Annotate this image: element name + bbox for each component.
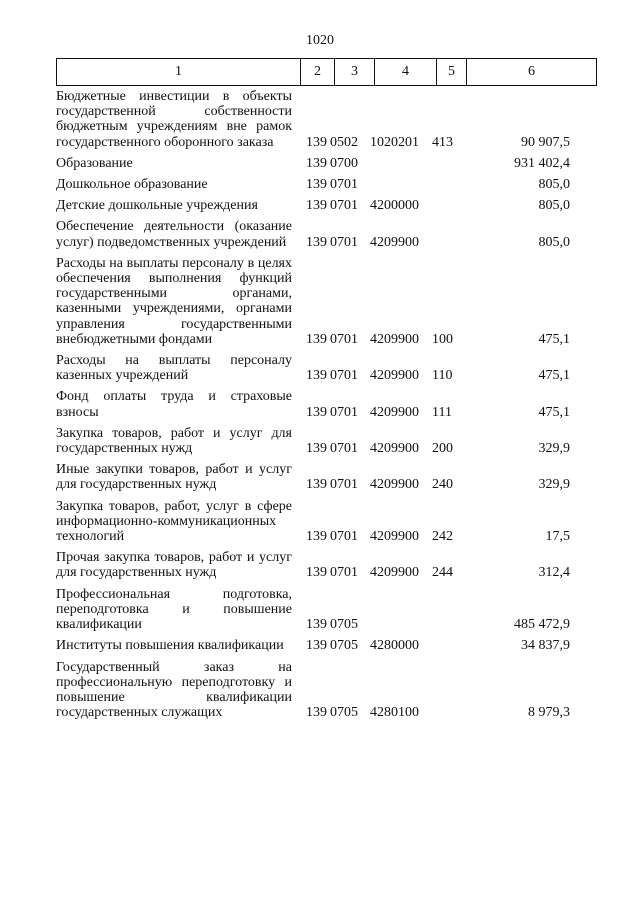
row-name: Институты повышения квалификации (56, 638, 284, 654)
row-col-4: 4209900 (370, 529, 419, 545)
row-col-2: 139 (306, 331, 327, 347)
row-col-2: 139 (306, 368, 327, 384)
row-col-3: 0701 (330, 177, 358, 193)
row-col-4: 4209900 (370, 234, 419, 250)
row-col-5: 240 (432, 477, 453, 493)
table-row (56, 499, 596, 545)
row-col-6: 475,1 (538, 368, 570, 384)
row-name: Фонд оплаты труда и страховые взносы (56, 389, 292, 420)
row-col-6: 931 402,4 (514, 155, 570, 171)
row-col-6: 805,0 (538, 234, 570, 250)
table-row (56, 256, 596, 347)
table-row (56, 198, 596, 213)
row-col-2: 139 (306, 617, 327, 633)
table-row (56, 587, 596, 633)
row-name: Бюджетные инвестиции в объекты государственной собственности бюджетным учреждениям вне рамок государственного оборонного заказа (56, 89, 292, 150)
row-name: Дошкольное образование (56, 177, 208, 193)
row-col-4: 4209900 (370, 441, 419, 457)
row-col-6: 329,9 (538, 477, 570, 493)
row-col-4: 4280100 (370, 705, 419, 721)
header-col-1: 1 (57, 59, 301, 86)
row-col-2: 139 (306, 705, 327, 721)
table-row (56, 426, 596, 456)
row-col-2: 139 (306, 529, 327, 545)
row-col-2: 139 (306, 155, 327, 171)
header-col-6: 6 (467, 59, 597, 86)
table-row (56, 177, 596, 192)
row-col-3: 0502 (330, 134, 358, 150)
header-col-5: 5 (437, 59, 467, 86)
table-row (56, 462, 596, 492)
row-col-5: 110 (432, 368, 453, 384)
row-col-6: 805,0 (538, 177, 570, 193)
row-col-3: 0701 (330, 441, 358, 457)
table-row (56, 219, 596, 249)
row-col-6: 475,1 (538, 404, 570, 420)
table-row (56, 550, 596, 580)
row-col-2: 139 (306, 177, 327, 193)
row-col-6: 312,4 (538, 565, 570, 581)
row-col-4: 4209900 (370, 368, 419, 384)
row-col-5: 413 (432, 134, 453, 150)
row-name: Образование (56, 155, 133, 171)
row-col-4: 4209900 (370, 331, 419, 347)
header-row (57, 59, 597, 86)
row-col-6: 329,9 (538, 441, 570, 457)
row-col-2: 139 (306, 477, 327, 493)
row-col-3: 0705 (330, 705, 358, 721)
row-col-3: 0701 (330, 477, 358, 493)
row-col-4: 4209900 (370, 404, 419, 420)
table-row (56, 353, 596, 383)
row-col-5: 100 (432, 331, 453, 347)
row-col-6: 17,5 (545, 529, 570, 545)
row-col-5: 200 (432, 441, 453, 457)
row-col-4: 4209900 (370, 477, 419, 493)
table-row (56, 638, 596, 653)
row-col-3: 0701 (330, 368, 358, 384)
row-col-2: 139 (306, 198, 327, 214)
row-col-6: 475,1 (538, 331, 570, 347)
row-col-3: 0701 (330, 198, 358, 214)
table-row (56, 89, 596, 150)
row-name: Закупка товаров, работ, услуг в сфере информационно-коммуникационных технологий (56, 498, 292, 545)
row-col-2: 139 (306, 565, 327, 581)
row-name: Расходы на выплаты персоналу казенных учреждений (56, 353, 292, 384)
row-col-2: 139 (306, 404, 327, 420)
row-col-5: 244 (432, 565, 453, 581)
header-col-2: 2 (301, 59, 335, 86)
row-col-3: 0705 (330, 638, 358, 654)
row-col-6: 485 472,9 (514, 617, 570, 633)
page-number: 1020 (306, 33, 334, 48)
row-col-5: 242 (432, 529, 453, 545)
row-col-3: 0701 (330, 404, 358, 420)
row-col-3: 0701 (330, 234, 358, 250)
row-col-6: 34 837,9 (521, 638, 570, 654)
row-col-4: 4280000 (370, 638, 419, 654)
row-name: Профессиональная подготовка, переподготовка и повышение квалификации (56, 586, 292, 633)
row-col-3: 0701 (330, 529, 358, 545)
row-col-5: 111 (432, 404, 452, 420)
row-name: Расходы на выплаты персоналу в целях обеспечения выполнения функций государственными органами, казенными учреждениями, органами управления государственными внебюджетными фондами (56, 255, 292, 347)
row-name: Прочая закупка товаров, работ и услуг для государственных нужд (56, 550, 292, 581)
row-col-4: 1020201 (370, 134, 419, 150)
row-col-3: 0705 (330, 617, 358, 633)
row-col-3: 0701 (330, 331, 358, 347)
row-col-2: 139 (306, 234, 327, 250)
budget-table-body (56, 85, 596, 720)
row-name: Обеспечение деятельности (оказание услуг) подведомственных учреждений (56, 219, 292, 250)
row-name: Государственный заказ на профессиональную переподготовку и повышение квалификации государственных служащих (56, 659, 292, 721)
header-col-3: 3 (335, 59, 375, 86)
row-col-2: 139 (306, 441, 327, 457)
table-row (56, 156, 596, 171)
header-col-4: 4 (375, 59, 437, 86)
row-col-4: 4209900 (370, 565, 419, 581)
row-col-3: 0700 (330, 155, 358, 171)
row-col-6: 8 979,3 (528, 705, 570, 721)
row-col-2: 139 (306, 638, 327, 654)
table-row (56, 660, 596, 721)
row-col-2: 139 (306, 134, 327, 150)
row-col-6: 805,0 (538, 198, 570, 214)
row-col-3: 0701 (330, 565, 358, 581)
table-header (56, 58, 597, 86)
row-name: Закупка товаров, работ и услуг для государственных нужд (56, 425, 292, 457)
row-col-4: 4200000 (370, 198, 419, 214)
row-name: Иные закупки товаров, работ и услуг для государственных нужд (56, 462, 292, 493)
row-name: Детские дошкольные учреждения (56, 198, 258, 214)
row-col-6: 90 907,5 (521, 134, 570, 150)
table-row (56, 389, 596, 419)
